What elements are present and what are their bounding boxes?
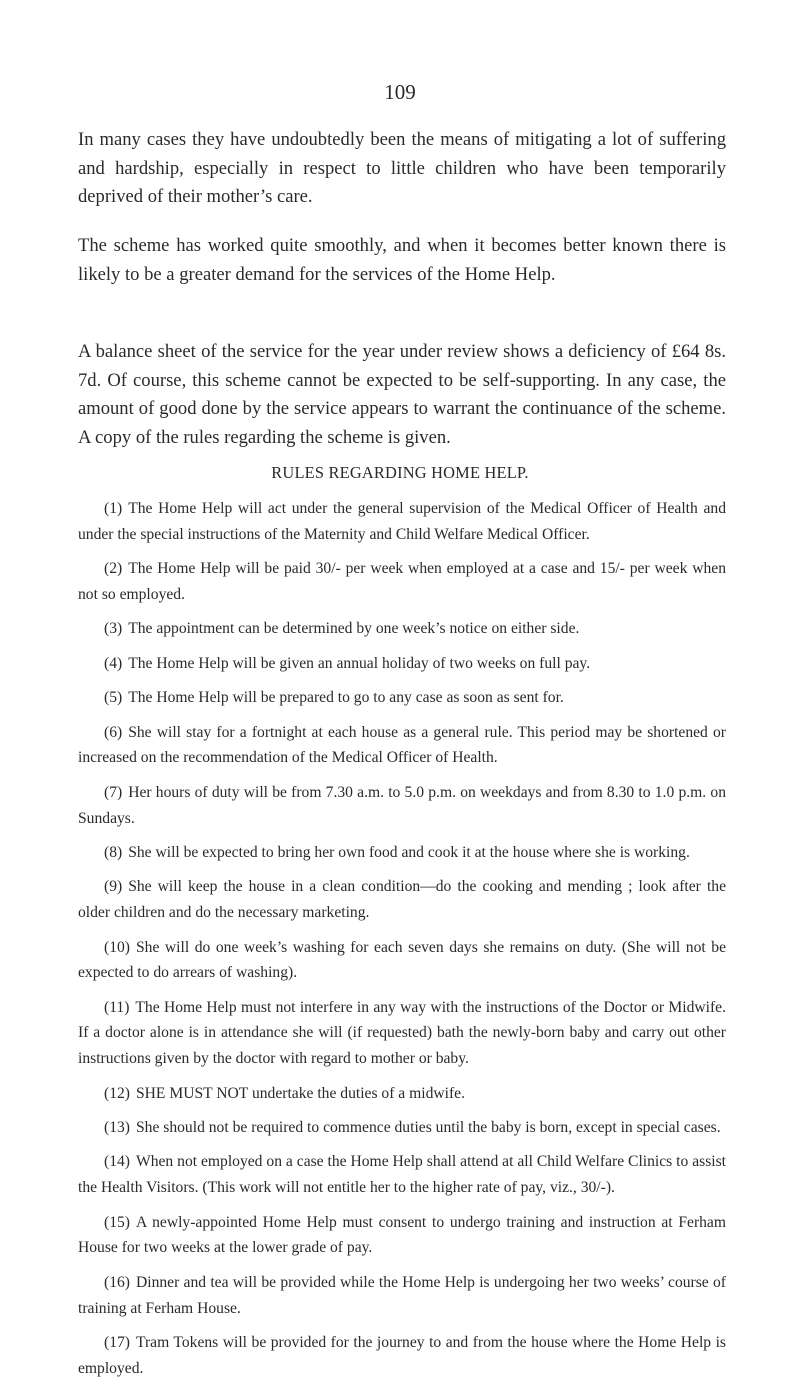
rule-item xyxy=(78,720,726,772)
rule-number: (13) xyxy=(104,1119,130,1137)
rule-item xyxy=(78,1149,726,1201)
rule-item xyxy=(78,995,726,1072)
rule-number: (6) xyxy=(104,723,123,741)
rule-item xyxy=(78,874,726,926)
rule-item xyxy=(78,1115,726,1141)
rule-number: (4) xyxy=(104,654,123,672)
rule-number: (16) xyxy=(104,1273,130,1291)
paragraph-balance-sheet: A balance sheet of the service for the year under review shows a deficiency of £64 8s. 7d. Of course, this scheme cannot be expected to be self-supporting. In any case, the amount of good done by the service appears to warrant the continuance of the scheme. A copy of the rules regarding the scheme is given. xyxy=(78,341,726,448)
rule-text: Tram Tokens will be provided for the journey to and from the house where the Home Help is employed. xyxy=(78,1334,726,1377)
rule-item xyxy=(78,1210,726,1262)
rule-number: (3) xyxy=(104,620,123,638)
rule-text: The Home Help will be given an annual holiday of two weeks on full pay. xyxy=(128,654,591,672)
rule-text: The Home Help will be paid 30/- per week when employed at a case and 15/- per week when not so employed. xyxy=(78,560,726,603)
rule-number: (9) xyxy=(104,878,123,896)
page-number: 109 xyxy=(384,80,416,104)
rule-item xyxy=(78,556,726,608)
rule-number: (8) xyxy=(104,843,123,861)
rule-number: (5) xyxy=(104,689,123,707)
rule-item xyxy=(78,1330,726,1382)
rule-text: The Home Help must not interfere in any way with the instructions of the Doctor or Midwife. If a doctor alone is in attendance she will (if requested) bath the newly-born baby and carry out other instructions given by the doctor with regard to mother or baby. xyxy=(78,998,726,1068)
rule-number: (12) xyxy=(104,1084,130,1102)
rule-text: When not employed on a case the Home Help shall attend at all Child Welfare Clinics to assist the Health Visitors. (This work will not entitle her to the higher rate of pay, viz., 30/-). xyxy=(78,1153,726,1197)
rule-item xyxy=(78,1081,726,1107)
rule-item xyxy=(78,685,726,711)
rule-item xyxy=(78,496,726,548)
rule-text: She will be expected to bring her own food and cook it at the house where she is working. xyxy=(128,843,690,861)
rule-text: She will stay for a fortnight at each house as a general rule. This period may be shortened or increased on the recommendation of the Medical Officer of Health. xyxy=(78,723,726,767)
rule-text: The Home Help will be prepared to go to any case as soon as sent for. xyxy=(128,689,564,707)
rule-item xyxy=(78,616,726,642)
rule-number: (7) xyxy=(104,783,123,801)
rule-number: (2) xyxy=(104,560,123,578)
rule-number: (11) xyxy=(104,998,130,1016)
rule-item xyxy=(78,780,726,832)
rule-text: A newly-appointed Home Help must consent to undergo training and instruction at Ferham House for two weeks at the lower grade of pay. xyxy=(78,1213,726,1257)
rule-text: The Home Help will act under the general supervision of the Medical Officer of Health and under the special instructions of the Maternity and Child Welfare Medical Officer. xyxy=(78,500,726,543)
rule-number: (1) xyxy=(104,500,123,517)
rule-number: (15) xyxy=(104,1213,130,1231)
rule-text: SHE MUST NOT undertake the duties of a midwife. xyxy=(135,1084,465,1102)
rules-list xyxy=(78,496,726,1390)
paragraph-mitigating-suffering: In many cases they have undoubtedly been the means of mitigating a lot of suffering and hardship, especially in respect to little children who have been temporarily deprived of their mother’s care. xyxy=(78,129,726,207)
paragraph-scheme-smoothly: The scheme has worked quite smoothly, and when it becomes better known there is likely to be a greater demand for the services of the Home Help. xyxy=(78,235,726,285)
rule-text: Her hours of duty will be from 7.30 a.m. to 5.0 p.m. on weekdays and from 8.30 to 1.0 p.m. on Sundays. xyxy=(78,783,726,827)
rule-text: She should not be required to commence duties until the baby is born, except in special cases. xyxy=(135,1119,721,1137)
rule-item xyxy=(78,1270,726,1322)
rule-text: She will keep the house in a clean condition—do the cooking and mending ; look after the older children and do the necessary marketing. xyxy=(78,878,726,922)
rule-text: Dinner and tea will be provided while the Home Help is undergoing her two weeks’ course of training at Ferham House. xyxy=(78,1273,726,1317)
rule-text: The appointment can be determined by one week’s notice on either side. xyxy=(128,620,580,638)
rule-text: She will do one week’s washing for each seven days she remains on duty. (She will not be expected to do arrears of washing). xyxy=(78,938,726,982)
rules-heading: RULES REGARDING HOME HELP. xyxy=(271,463,529,482)
rule-number: (17) xyxy=(104,1334,130,1352)
rule-item xyxy=(78,651,726,677)
rule-number: (14) xyxy=(104,1153,130,1171)
rule-item xyxy=(78,840,726,866)
rule-item xyxy=(78,935,726,987)
rule-number: (10) xyxy=(104,938,130,956)
